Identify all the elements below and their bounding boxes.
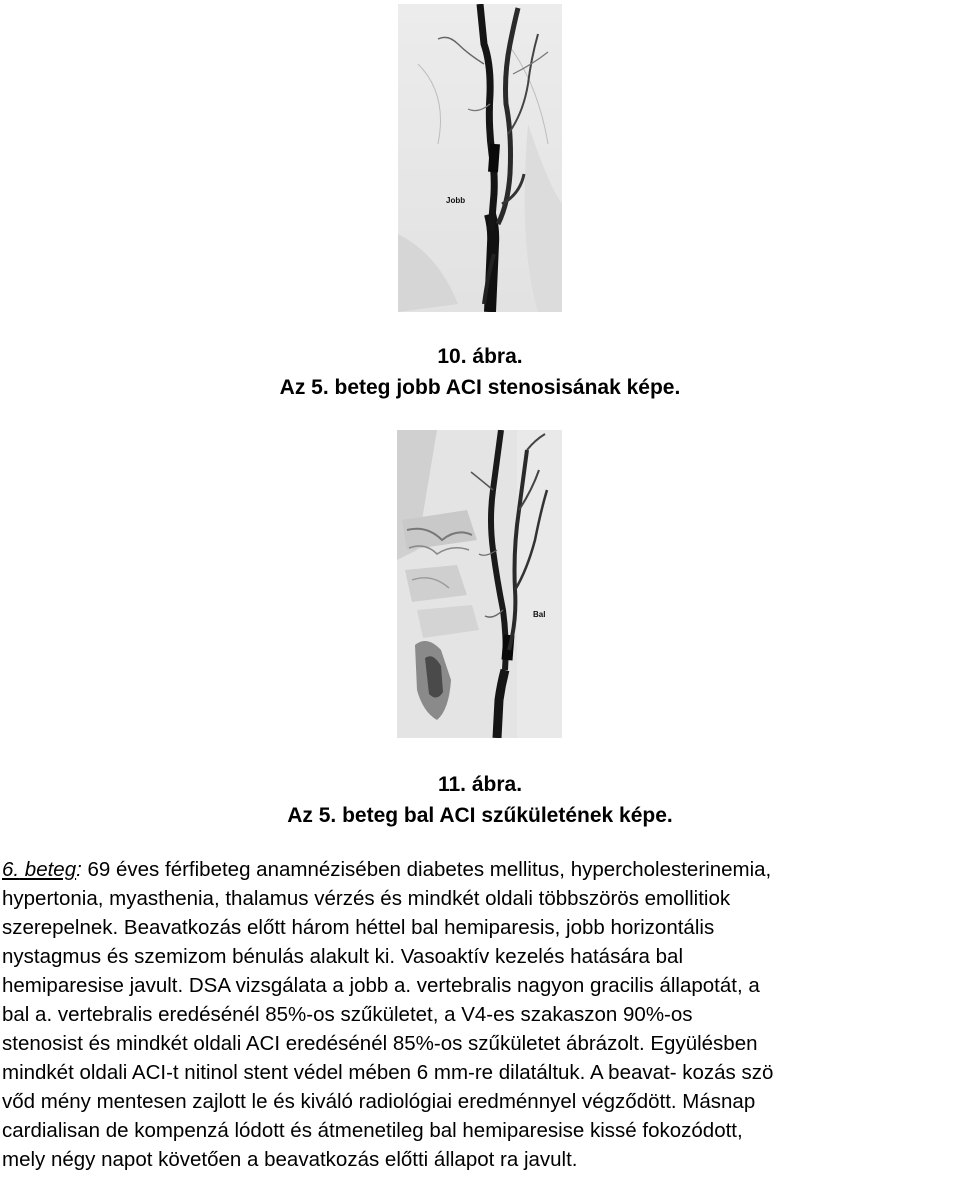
case-number: 6. (2, 858, 20, 881)
figure-11-caption: Az 5. beteg bal ACI szűkületének képe. (287, 804, 673, 827)
figure-label-text: Jobb (446, 196, 466, 205)
paragraph-line: vőd mény mentesen zajlott le és kiváló radiológiai eredménnyel végződött. Másnap (2, 1090, 756, 1113)
angiogram-left-aci (397, 430, 562, 738)
figure-11-image (397, 430, 562, 738)
paragraph-line: mindkét oldali ACI-t nitinol stent védel mében 6 mm-re dilatáltuk. A beavat- kozás szö (2, 1061, 774, 1084)
paragraph-line (2, 855, 960, 884)
case-word: beteg (19, 858, 77, 881)
paragraph-line: bal a. vertebralis eredésénél 85%-os szűkületet, a V4-es szakaszon 90%-os (2, 1003, 693, 1026)
paragraph-text: 69 éves férfibeteg anamnézisében diabetes mellitus, hypercholesterinemia, (81, 858, 772, 881)
paragraph-line: hemiparesise javult. DSA vizsgálata a jobb a. vertebralis nagyon gracilis állapotát, a (2, 974, 760, 997)
paragraph-line: stenosist és mindkét oldali ACI eredésénél 85%-os szűkületet ábrázolt. Együlésben (2, 1032, 758, 1055)
figure-label-text: Bal (533, 610, 546, 619)
paragraph-line: mely négy napot követően a beavatkozás előtti állapot ra javult. (2, 1148, 578, 1171)
figure-11-number: 11. ábra. (437, 773, 523, 796)
figure-10-number: 10. ábra. (437, 345, 523, 368)
paragraph-line: nystagmus és szemizom bénulás alakult ki. Vasoaktív kezelés hatására bal (2, 945, 684, 968)
figure-10-caption: Az 5. beteg jobb ACI stenosisának képe. (279, 376, 681, 399)
figure-10-image (398, 4, 562, 312)
paragraph-line: hypertonia, myasthenia, thalamus vérzés és mindkét oldali többszörös emollitiok (2, 887, 731, 910)
paragraph-line: cardialisan de kompenzá lódott és átmenetileg bal hemiparesise kissé fokozódott, (2, 1119, 743, 1142)
angiogram-right-aci (398, 4, 562, 312)
paragraph-line: szerepelnek. Beavatkozás előtt három héttel bal hemiparesis, jobb horizontális (2, 916, 715, 939)
case-paragraph (2, 855, 960, 1174)
case-colon: : (76, 858, 82, 881)
